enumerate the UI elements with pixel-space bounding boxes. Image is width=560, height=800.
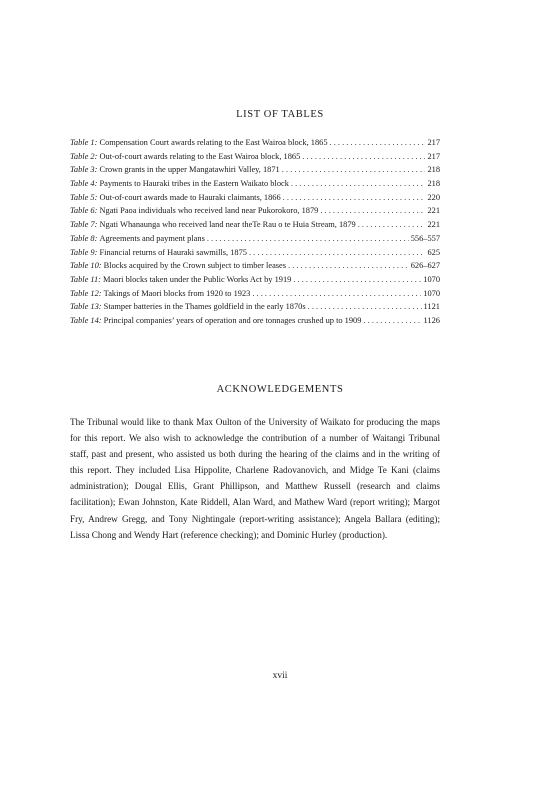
table-number: Table 2: [70, 151, 98, 161]
list-item [70, 314, 440, 328]
table-title: Stamper batteries in the Thames goldfield in the early 1870s [103, 302, 306, 312]
list-item [70, 232, 440, 246]
dot-leader [291, 177, 426, 191]
page-number: 218 [427, 179, 440, 189]
page-number: 221 [427, 220, 440, 230]
table-number: Table 12: [70, 288, 102, 298]
list-item [70, 259, 440, 273]
page-number-folio: xvii [272, 671, 288, 681]
page-number: 1070 [423, 288, 440, 298]
page-number: 217 [427, 151, 440, 161]
dot-leader [283, 191, 426, 205]
page-number: 1070 [423, 274, 440, 284]
dot-leader [293, 273, 421, 287]
table-title: Out-of-court awards made to Hauraki claimants, 1866 [99, 192, 281, 202]
list-of-tables [70, 136, 440, 328]
list-item [70, 246, 440, 260]
table-title: Takings of Maori blocks from 1920 to 1923 [103, 288, 251, 298]
table-title: Ngati Paoa individuals who received land near Pukorokoro, 1879 [99, 206, 319, 216]
table-number: Table 4: [70, 179, 98, 189]
dot-leader [308, 300, 422, 314]
acknowledgements-paragraph: The Tribunal would like to thank Max Oulton of the University of Waikato for producing the maps for this report. We also wish to acknowledge the contribution of a number of Waitangi Tribunal staff, past and present, who assisted us both during the hearing of the claims and in the writing of this report. They included Lisa Hippolite, Charlene Radovanovich, and Midge Te Kani (claims administration); Dougal Ellis, Grant Phillipson, and Matthew Russell (research and claims facilitation); Ewan Johnston, Kate Riddell, Alan Ward, and Mathew Ward (report writing); Margot Fry, Andrew Gregg, and Tony Nightingale (report-writing assistance); Angela Ballara (editing); Lissa Chong and Wendy Hart (reference checking); and Dominic Hurley (production). [70, 417, 440, 540]
list-item [70, 287, 440, 301]
table-title: Compensation Court awards relating to the East Wairoa block, 1865 [99, 138, 328, 147]
table-number: Table 6: [70, 206, 98, 216]
table-number: Table 9: [70, 247, 98, 257]
list-item [70, 204, 440, 218]
list-item [70, 191, 440, 205]
table-number: Table 7: [70, 220, 98, 230]
list-item [70, 300, 440, 314]
page-number: 1126 [423, 315, 440, 325]
table-title: Maori blocks taken under the Public Works Act by 1919 [103, 274, 292, 284]
page-number: 217 [427, 138, 440, 147]
table-title: Ngati Whanaunga who received land near theTe Rau o te Huia Stream, 1879 [99, 220, 356, 230]
table-title: Agreements and payment plans [99, 233, 205, 243]
table-title: Out-of-court awards relating to the East Wairoa block, 1865 [99, 151, 301, 161]
list-item [70, 136, 440, 150]
list-item [70, 218, 440, 232]
list-item [70, 163, 440, 177]
page-number: 221 [427, 206, 440, 216]
dot-leader [252, 287, 421, 301]
list-item [70, 273, 440, 287]
page-number: 220 [427, 192, 440, 202]
table-number: Table 13: [70, 302, 102, 312]
dot-leader [207, 232, 409, 246]
list-item [70, 150, 440, 164]
dot-leader [330, 136, 426, 150]
table-number: Table 8: [70, 233, 98, 243]
table-title: Blocks acquired by the Crown subject to timber leases [103, 261, 287, 271]
dot-leader [249, 246, 425, 260]
table-title: Financial returns of Hauraki sawmills, 1875 [99, 247, 247, 257]
acknowledgements-heading: ACKNOWLEDGEMENTS [216, 384, 344, 395]
table-title: Principal companies’ years of operation and ore tonnages crushed up to 1909 [103, 315, 362, 325]
table-number: Table 10: [70, 261, 102, 271]
dot-leader [363, 314, 421, 328]
page-number: 218 [427, 165, 440, 175]
dot-leader [302, 150, 425, 164]
table-number: Table 14: [70, 315, 102, 325]
page-number: 556–557 [410, 233, 440, 243]
dot-leader [282, 163, 426, 177]
table-number: Table 5: [70, 192, 98, 202]
page-number: 625 [427, 247, 440, 257]
table-title: Payments to Hauraki tribes in the Eastern Waikato block [99, 179, 289, 189]
list-of-tables-heading: LIST OF TABLES [236, 109, 324, 120]
page-number: 626–627 [410, 261, 440, 271]
dot-leader [358, 218, 426, 232]
table-number: Table 11: [70, 274, 101, 284]
table-number: Table 3: [70, 165, 98, 175]
dot-leader [288, 259, 409, 273]
dot-leader [320, 204, 425, 218]
page-number: 1121 [423, 302, 440, 312]
table-title: Crown grants in the upper Mangatawhiri Valley, 1871 [99, 165, 280, 175]
list-item [70, 177, 440, 191]
table-number: Table 1: [70, 138, 98, 147]
